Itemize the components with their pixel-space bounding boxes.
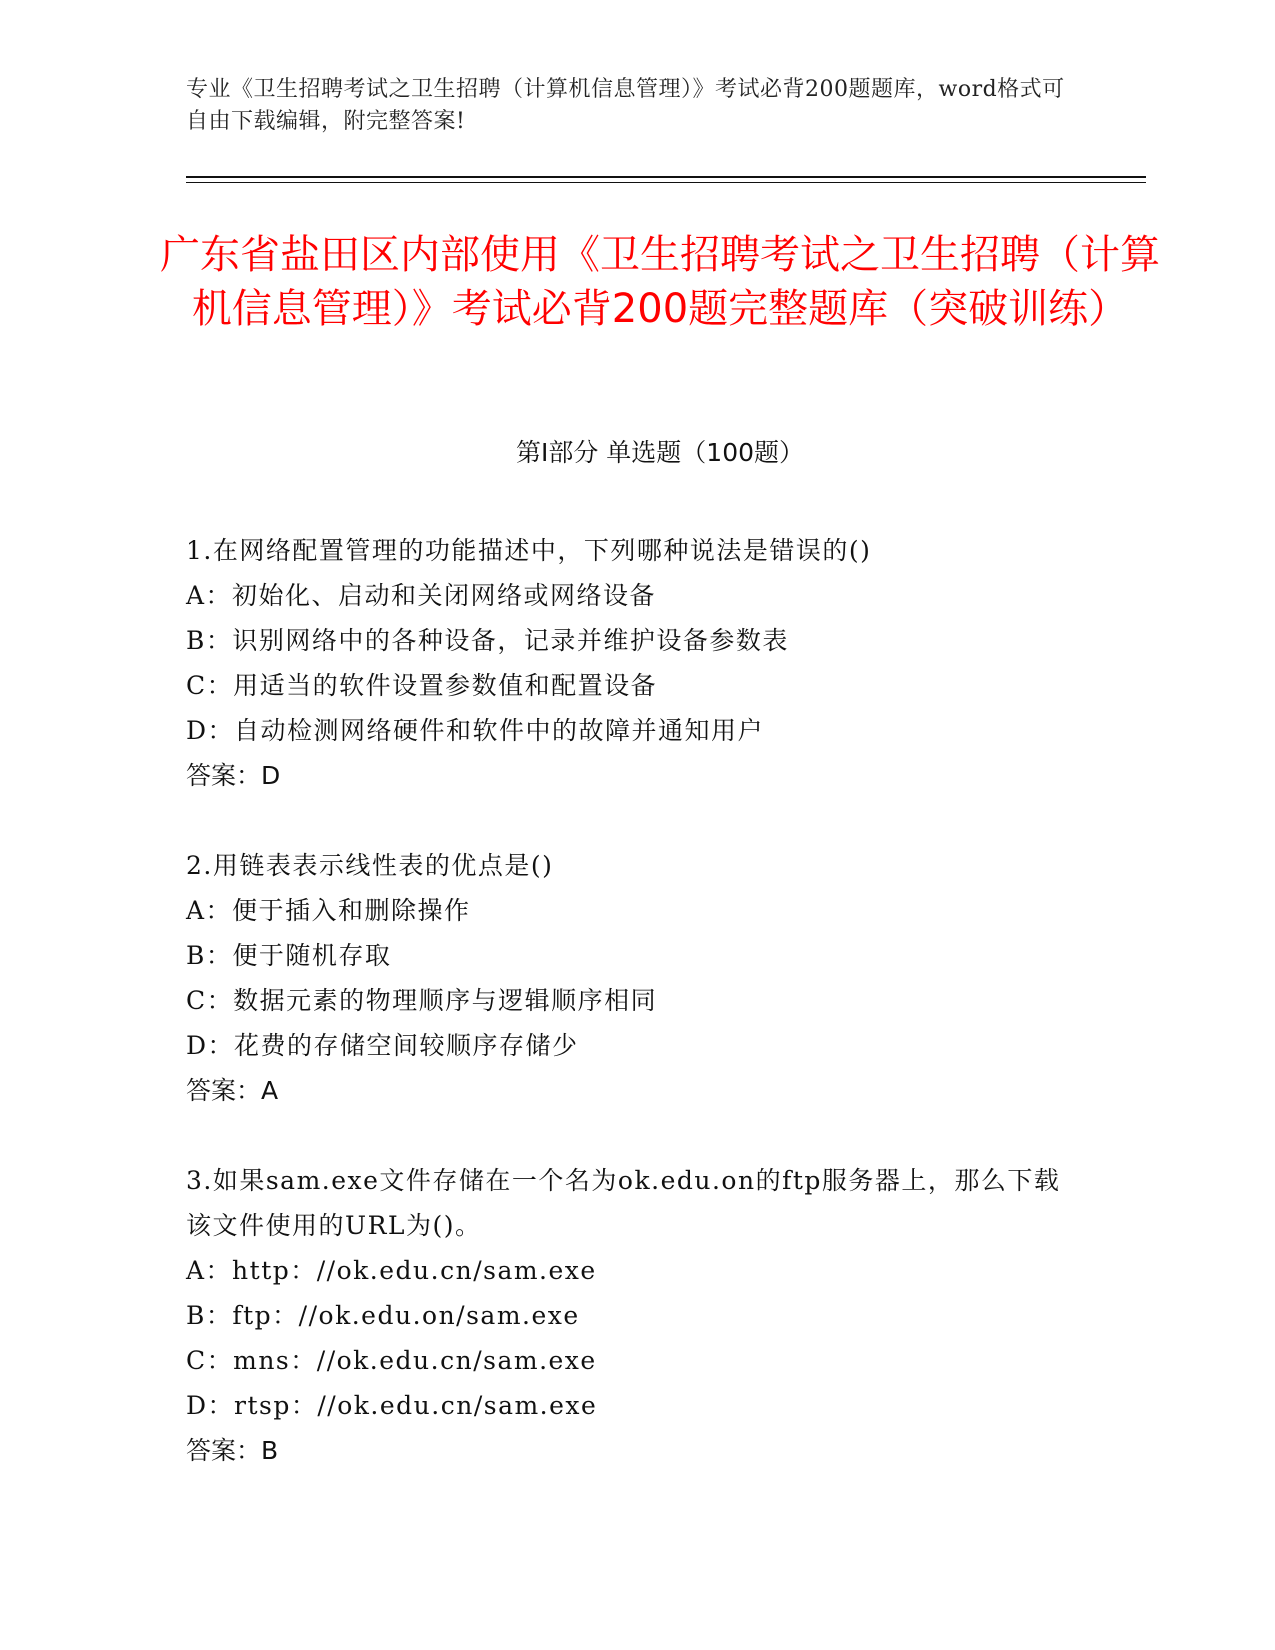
option-c: C：用适当的软件设置参数值和配置设备 <box>186 671 658 700</box>
answer: 答案：D <box>186 761 281 790</box>
question-stem: 1.在网络配置管理的功能描述中，下列哪种说法是错误的() <box>186 536 872 565</box>
section-title: 第I部分 单选题（100题） <box>515 438 805 467</box>
option-a: A：http：//ok.edu.cn/sam.exe <box>186 1256 597 1285</box>
question-stem: 2.用链表表示线性表的优点是() <box>186 851 554 880</box>
answer: 答案：B <box>186 1436 279 1465</box>
question-2 <box>186 843 1086 1113</box>
option-c: C：mns：//ok.edu.cn/sam.exe <box>186 1346 597 1375</box>
option-a: A：便于插入和删除操作 <box>186 896 471 925</box>
question-1 <box>186 528 1086 798</box>
question-list <box>186 528 1086 1518</box>
answer: 答案：A <box>186 1076 279 1105</box>
option-c: C：数据元素的物理顺序与逻辑顺序相同 <box>186 986 658 1015</box>
option-b: B：ftp：//ok.edu.on/sam.exe <box>186 1301 580 1330</box>
document-title: 广东省盐田区内部使用《卫生招聘考试之卫生招聘（计算机信息管理）》考试必背200题完整题库（突破训练） <box>160 232 1160 332</box>
option-d: D：rtsp：//ok.edu.cn/sam.exe <box>186 1391 598 1420</box>
header-rule-thick <box>186 176 1146 178</box>
option-a: A：初始化、启动和关闭网络或网络设备 <box>186 581 657 610</box>
option-b: B：便于随机存取 <box>186 941 392 970</box>
option-b: B：识别网络中的各种设备，记录并维护设备参数表 <box>186 626 789 655</box>
header-note: 专业《卫生招聘考试之卫生招聘（计算机信息管理）》考试必背200题题库，word格式可自由下载编辑，附完整答案! <box>186 77 1065 134</box>
option-d: D：花费的存储空间较顺序存储少 <box>186 1031 579 1060</box>
question-3 <box>186 1158 1086 1473</box>
header-rule-thin <box>186 182 1146 183</box>
question-stem: 3.如果sam.exe文件存储在一个名为ok.edu.on的ftp服务器上，那么下载该文件使用的URL为()。 <box>186 1166 1061 1240</box>
option-d: D：自动检测网络硬件和软件中的故障并通知用户 <box>186 716 765 745</box>
